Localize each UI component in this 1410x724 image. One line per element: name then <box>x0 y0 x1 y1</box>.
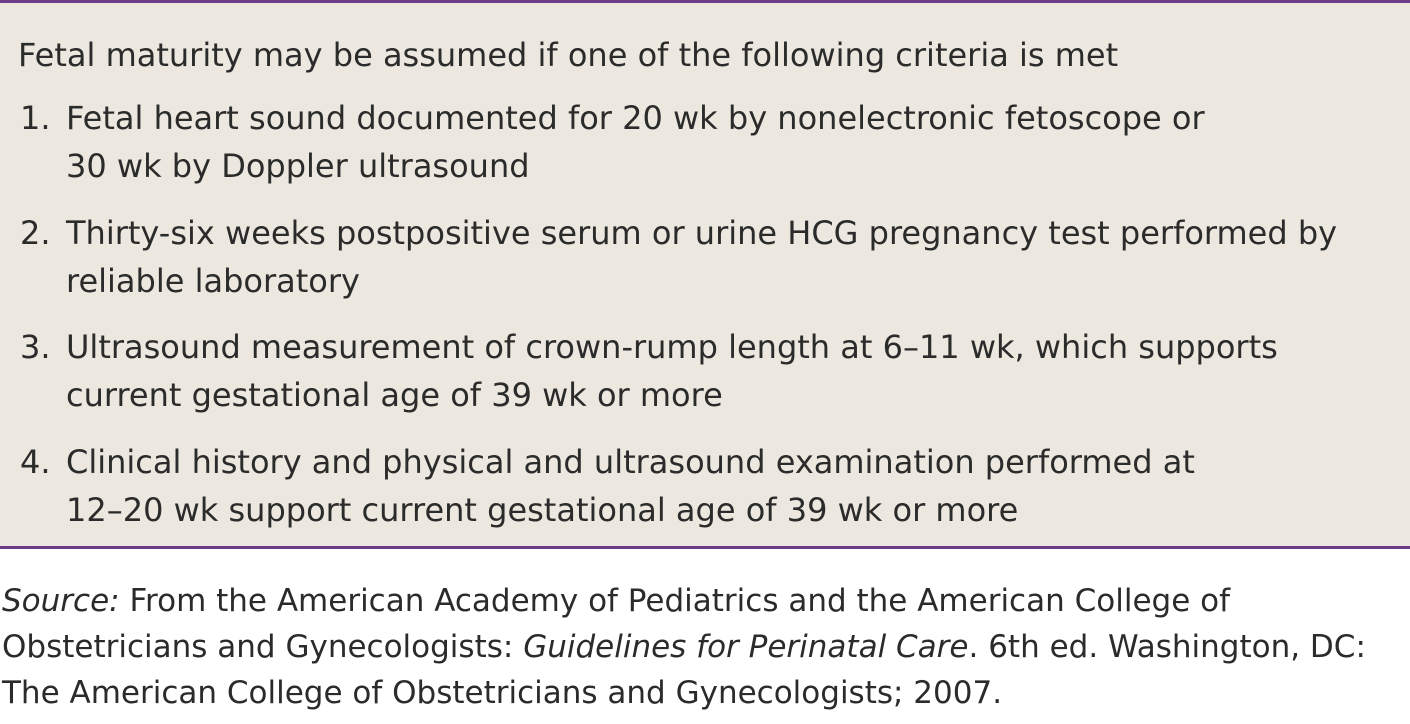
criteria-intro: Fetal maturity may be assumed if one of the following criteria is met <box>18 36 1119 74</box>
criterion-text-line-2: reliable laboratory <box>66 262 360 300</box>
source-line-1 <box>2 578 1230 624</box>
criterion-number: 2. <box>20 214 51 252</box>
criterion-number: 4. <box>20 443 51 481</box>
criterion-text-line-1: Thirty-six weeks postpositive serum or urine HCG pregnancy test performed by <box>66 214 1338 252</box>
source-line-3: The American College of Obstetricians and Gynecologists; 2007. <box>2 675 1003 711</box>
source-line-2 <box>2 624 1366 670</box>
criterion-text-line-2: 30 wk by Doppler ultrasound <box>66 147 530 185</box>
criterion-number: 3. <box>20 328 51 366</box>
source-publication-title: Guidelines for Perinatal Care <box>523 629 969 665</box>
criterion-text-line-2: current gestational age of 39 wk or more <box>66 376 723 414</box>
source-line-2-start: Obstetricians and Gynecologists: <box>2 629 524 665</box>
source-label: Source: <box>2 583 120 619</box>
source-line-1-text: From the American Academy of Pediatrics and the American College of <box>119 583 1230 619</box>
criterion-text-line-1: Ultrasound measurement of crown-rump length at 6–11 wk, which supports <box>66 328 1278 366</box>
criterion-text-line-1: Fetal heart sound documented for 20 wk by nonelectronic fetoscope or <box>66 99 1205 137</box>
criterion-text-line-2: 12–20 wk support current gestational age of 39 wk or more <box>66 491 1019 529</box>
criterion-number: 1. <box>20 99 51 137</box>
criterion-text-line-1: Clinical history and physical and ultrasound examination performed at <box>66 443 1195 481</box>
source-line-2-end: . 6th ed. Washington, DC: <box>968 629 1366 665</box>
